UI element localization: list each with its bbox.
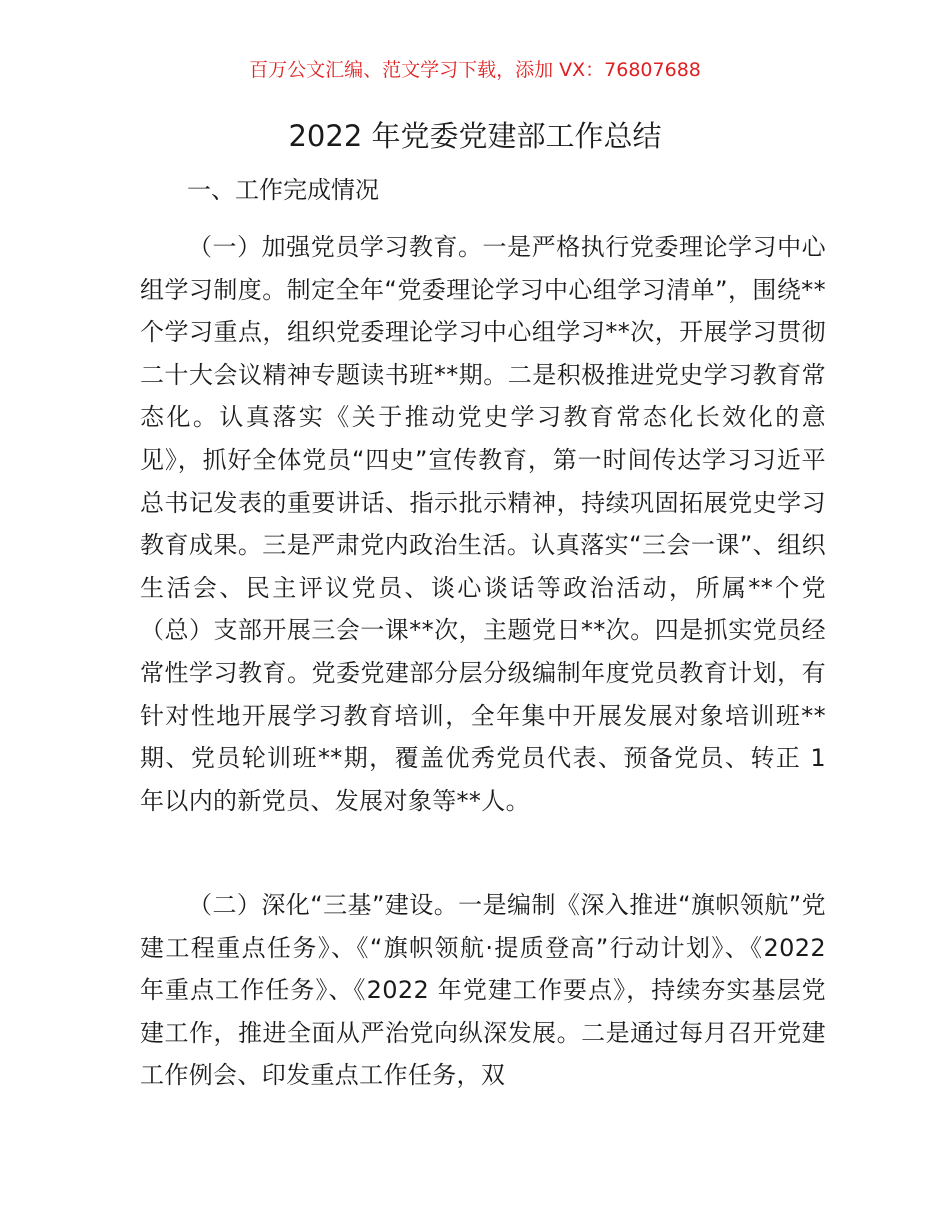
paragraph-three-basics: （二）深化“三基”建设。一是编制《深入推进“旗帜领航”党建工程重点任务》、《“旗帜领航·提质登高”行动计划》、《2022 年重点工作任务》、《2022 年党建工作要点》，持续夯实基层党建工作，推进全面从严治党向纵深发展。二是通过每月召开党建工作例会、印发重点工作任务，双 — [140, 891, 826, 1090]
section-heading: 一、工作完成情况 — [187, 176, 379, 204]
header-watermark-note: 百万公文汇编、范文学习下载，添加 VX：76807688 — [249, 59, 701, 81]
paragraph-study-education: （一）加强党员学习教育。一是严格执行党委理论学习中心组学习制度。制定全年“党委理论学习中心组学习清单”，围绕**个学习重点，组织党委理论学习中心组学习**次，开展学习贯彻二十大会议精神专题读书班**期。二是积极推进党史学习教育常态化。认真落实《关于推动党史学习教育常态化长效化的意见》，抓好全体党员“四史”宣传教育，第一时间传达学习习近平总书记发表的重要讲话、指示批示精神，持续巩固拓展党史学习教育成果。三是严肃党内政治生活。认真落实“三会一课”、组织生活会、民主评议党员、谈心谈话等政治活动，所属**个党（总）支部开展三会一课**次，主题党日**次。四是抓实党员经常性学习教育。党委党建部分层分级编制年度党员教育计划，有针对性地开展学习教育培训，全年集中开展发展对象培训班**期、党员轮训班**期，覆盖优秀党员代表、预备党员、转正 1 年以内的新党员、发展对象等**人。 — [140, 233, 826, 815]
document-title: 2022 年党委党建部工作总结 — [288, 119, 662, 153]
